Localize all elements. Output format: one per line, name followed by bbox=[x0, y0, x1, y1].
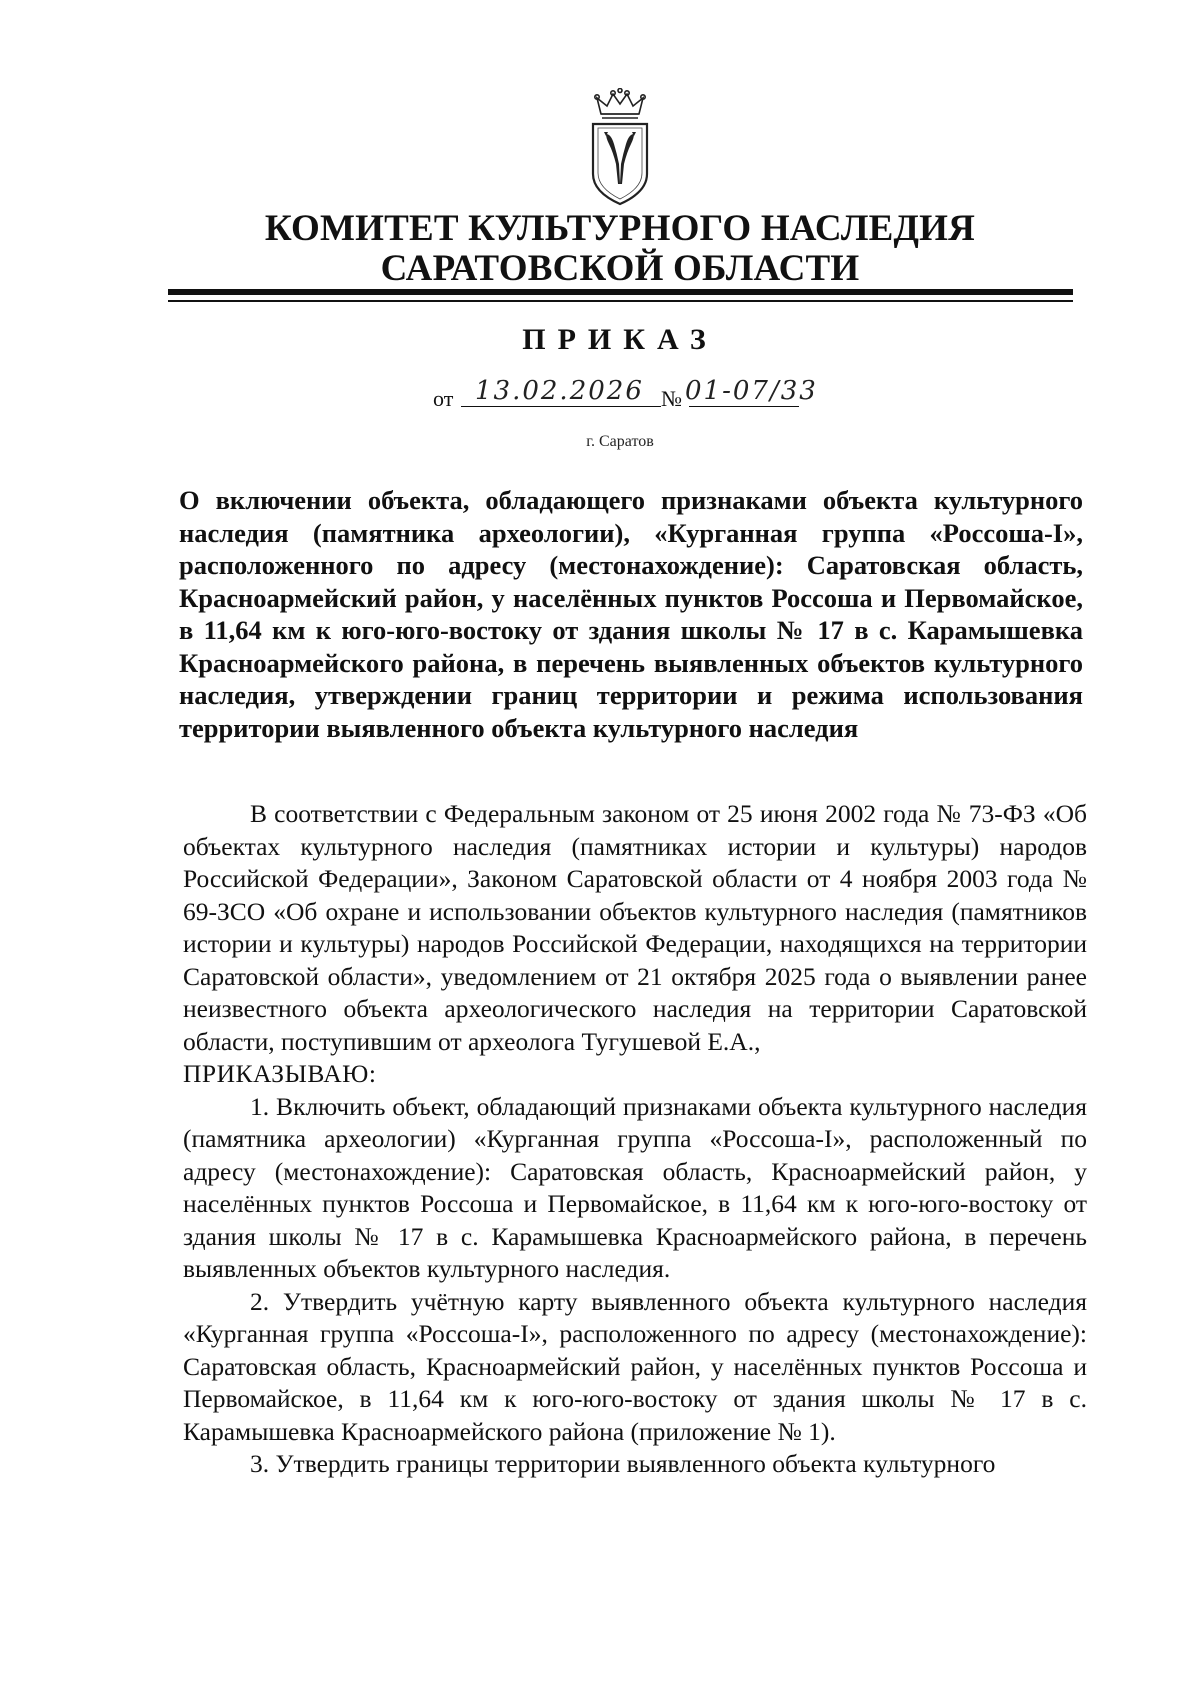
order-subject: О включении объекта, обладающего признаками объекта культурного наследия (памятника археологии), «Курганная группа «Россоша-I», расположенного по адресу (местонахождение): Саратовская область, Красноармейский район, у населённых пунктов Россоша и Первомайское, в 11,64 км к юго-юго-востоку от здания школы № 17 в с. Карамышевка Красноармейского района, в перечень выявленных объектов культурного наследия, утверждении границ территории и режима использования территории выявленного объекта культурного наследия bbox=[179, 485, 1083, 743]
date-underline bbox=[461, 406, 661, 407]
order-item-1: 1. Включить объект, обладающий признаками объекта культурного наследия (памятника археологии) «Курганная группа «Россоша-I», расположенный по адресу (местонахождение): Саратовская область, Красноармейский район, у населённых пунктов Россоша и Первомайское, в 11,64 км к юго-юго-востоку от здания школы № 17 в с. Карамышевка Красноармейского района, в перечень выявленных объектов культурного наследия. bbox=[183, 1091, 1087, 1283]
org-title-line2: САРАТОВСКОЙ ОБЛАСТИ bbox=[380, 248, 860, 289]
header-rule-thick bbox=[168, 289, 1073, 295]
number-label: № bbox=[661, 386, 682, 411]
saratov-coat-of-arms-icon bbox=[581, 88, 659, 208]
document-kind-title: ПРИКАЗ bbox=[522, 323, 718, 356]
date-number-row bbox=[433, 378, 953, 414]
number-underline bbox=[689, 406, 799, 407]
order-item-2: 2. Утвердить учётную карту выявленного объекта культурного наследия «Курганная группа «Россоша-I», расположенного по адресу (местонахождение): Саратовская область, Красноармейский район, у населённых пунктов Россоша и Первомайское, в 11,64 км к юго-юго-востоку от здания школы № 17 в с. Карамышевка Красноармейского района (приложение № 1). bbox=[183, 1286, 1087, 1446]
order-item-3: 3. Утвердить границы территории выявленного объекта культурного bbox=[250, 1449, 996, 1478]
number-value: 01-07/33 bbox=[685, 376, 818, 406]
preamble-paragraph: В соответствии с Федеральным законом от 25 июня 2002 года № 73-ФЗ «Об объектах культурного наследия (памятниках истории и культуры) народов Российской Федерации», Законом Саратовской области от 4 ноября 2003 года № 69-ЗСО «Об охране и использовании объектов культурного наследия (памятников истории и культуры) народов Российской Федерации, находящихся на территории Саратовской области», уведомлением от 21 октября 2025 года о выявлении ранее неизвестного объекта археологического наследия на территории Саратовской области, поступившим от археолога Тугушевой Е.А., bbox=[183, 799, 1087, 1056]
order-body bbox=[183, 798, 1087, 1481]
org-title-line1: КОМИТЕТ КУЛЬТУРНОГО НАСЛЕДИЯ bbox=[264, 208, 976, 249]
date-value: 13.02.2026 bbox=[475, 376, 644, 406]
date-label: от bbox=[433, 386, 454, 411]
header-rule-thin bbox=[168, 300, 1073, 302]
city-label: г. Саратов bbox=[586, 433, 654, 450]
order-word: ПРИКАЗЫВАЮ: bbox=[183, 1059, 377, 1088]
